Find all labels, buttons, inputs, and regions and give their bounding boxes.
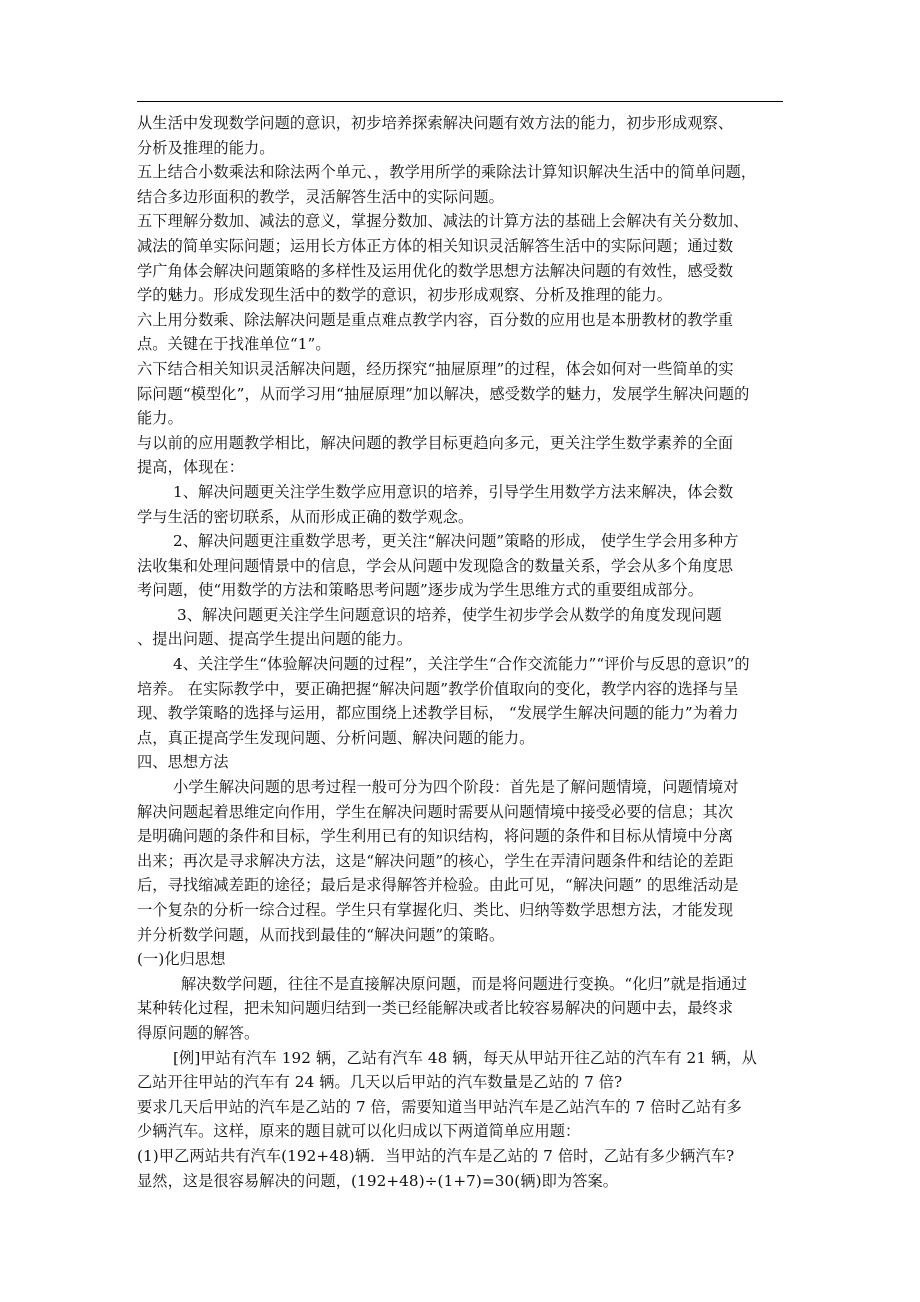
text-line: 3、解决问题更关注学生问题意识的培养，使学生初步学会从数学的角度发现问题 (177, 605, 722, 624)
text-line: 际问题“模型化”，从而学习用“抽屉原理”加以解决，感受数学的魅力，发展学生解决问题的 (137, 384, 750, 403)
header-rule (137, 101, 783, 102)
text-line: 减法的简单实际问题；运用长方体正方体的相关知识灵活解答生活中的实际问题；通过数 (137, 236, 734, 255)
text-line: 得原问题的解答。 (137, 1023, 260, 1042)
text-line: 法收集和处理问题情景中的信息，学会从问题中发现隐含的数量关系，学会从多个角度思 (137, 556, 734, 575)
text-line: 四、思想方法 (137, 753, 229, 772)
text-line: 分析及推理的能力。 (137, 138, 275, 157)
text-line: 培养。 在实际教学中，要正确把握“解决问题”教学价值取向的变化，教学内容的选择与呈 (137, 679, 739, 698)
text-line: 要求几天后甲站的汽车是乙站的 7 倍，需要知道当甲站汽车是乙站汽车的 7 倍时乙站有多 (137, 1097, 742, 1116)
document-body (137, 111, 793, 1193)
text-line: 六下结合相关知识灵活解决问题，经历探究“抽屉原理”的过程，体会如何对一些简单的实 (137, 359, 734, 378)
text-line: 一个复杂的分析一综合过程。学生只有掌握化归、类比、归纳等数学思想方法，才能发现 (137, 901, 734, 919)
text-line: (一)化归思想 (137, 950, 226, 969)
text-line: 能力。 (137, 409, 183, 428)
text-line: 2、解决问题更注重数学思考，更关注“解决问题”策略的形成， 使学生学会用多种方 (173, 532, 739, 551)
text-line: 现、教学策略的选择与运用，都应围绕上述教学目标， “发展学生解决问题的能力”为着力 (137, 704, 739, 723)
text-line: 、提出问题、提高学生提出问题的能力。 (137, 630, 413, 649)
text-line: 显然，这是很容易解决的问题，(192+48)÷(1+7)=30(辆)即为答案。 (137, 1171, 619, 1190)
text-line: 学与生活的密切联系，从而形成正确的数学观念。 (137, 507, 474, 526)
text-line: 解决问题起着思维定向作用，学生在解决问题时需要从问题情境中接受必要的信息；其次 (137, 802, 734, 821)
text-line: 解决数学问题，往往不是直接解决原问题，而是将问题进行变换。“化归”就是指通过 (181, 974, 748, 993)
text-line: 六上用分数乘、除法解决问题是重点难点教学内容，百分数的应用也是本册教材的教学重 (137, 310, 734, 329)
text-line: 小学生解决问题的思考过程一般可分为四个阶段：首先是了解问题情境，问题情境对 (173, 778, 739, 797)
text-line: 考问题，使“用数学的方法和策略思考问题”逐步成为学生思维方式的重要组成部分。 (137, 581, 704, 600)
text-line: 某种转化过程，把未知问题归结到一类已经能解决或者比较容易解决的问题中去，最终求 (137, 999, 734, 1018)
text-line: 后，寻找缩减差距的途径；最后是求得解答并检验。由此可见，“解决问题” 的思维活动是 (137, 876, 739, 895)
text-line: 从生活中发现数学问题的意识，初步培养探索解决问题有效方法的能力，初步形成观察、 (137, 114, 734, 132)
text-line: 1、解决问题更关注学生数学应用意识的培养，引导学生用数学方法来解决，体会数 (173, 482, 734, 501)
text-line: 乙站开往甲站的汽车有 24 辆。几天以后甲站的汽车数量是乙站的 7 倍? (137, 1073, 623, 1092)
text-line: 少辆汽车。这样，原来的题目就可以化归成以下两道简单应用题： (137, 1122, 581, 1141)
text-line: 结合多边形面积的教学，灵活解答生活中的实际问题。 (137, 187, 504, 206)
text-line: [例]甲站有汽车 192 辆，乙站有汽车 48 辆，每天从甲站开往乙站的汽车有 21 辆，从 (173, 1048, 757, 1067)
text-line: 提高，体现在： (137, 458, 245, 477)
text-line: 五上结合小数乘法和除法两个单元、，教学用所学的乘除法计算知识解决生活中的简单问题， (137, 163, 757, 182)
text-line: 出来；再次是寻求解决方法，这是“解决问题”的核心，学生在弄清问题条件和结论的差距 (137, 851, 734, 870)
text-line: (1)甲乙两站共有汽车(192+48)辆．当甲站的汽车是乙站的 7 倍时，乙站有多少辆汽车? (137, 1146, 735, 1165)
text-line: 并分析数学问题，从而找到最佳的“解决问题”的策略。 (137, 925, 505, 944)
text-line: 与以前的应用题教学相比，解决问题的教学目标更趋向多元，更关注学生数学素养的全面 (137, 433, 734, 452)
text-line: 是明确问题的条件和目标，学生利用已有的知识结构，将问题的条件和目标从情境中分离 (137, 827, 734, 846)
text-line: 点。关键在于找准单位“1”。 (137, 335, 331, 354)
text-line: 学广角体会解决问题策略的多样性及运用优化的数学思想方法解决问题的有效性，感受数 (137, 261, 734, 280)
text-line: 点，真正提高学生发现问题、分析问题、解决问题的能力。 (137, 728, 535, 747)
text-line: 4、关注学生“体验解决问题的过程”，关注学生“合作交流能力”“评价与反思的意识”的 (173, 655, 750, 674)
text-line: 五下理解分数加、减法的意义，掌握分数加、减法的计算方法的基础上会解决有关分数加、 (137, 212, 749, 231)
text-line: 学的魅力。形成发现生活中的数学的意识，初步形成观察、分析及推理的能力。 (137, 286, 673, 305)
